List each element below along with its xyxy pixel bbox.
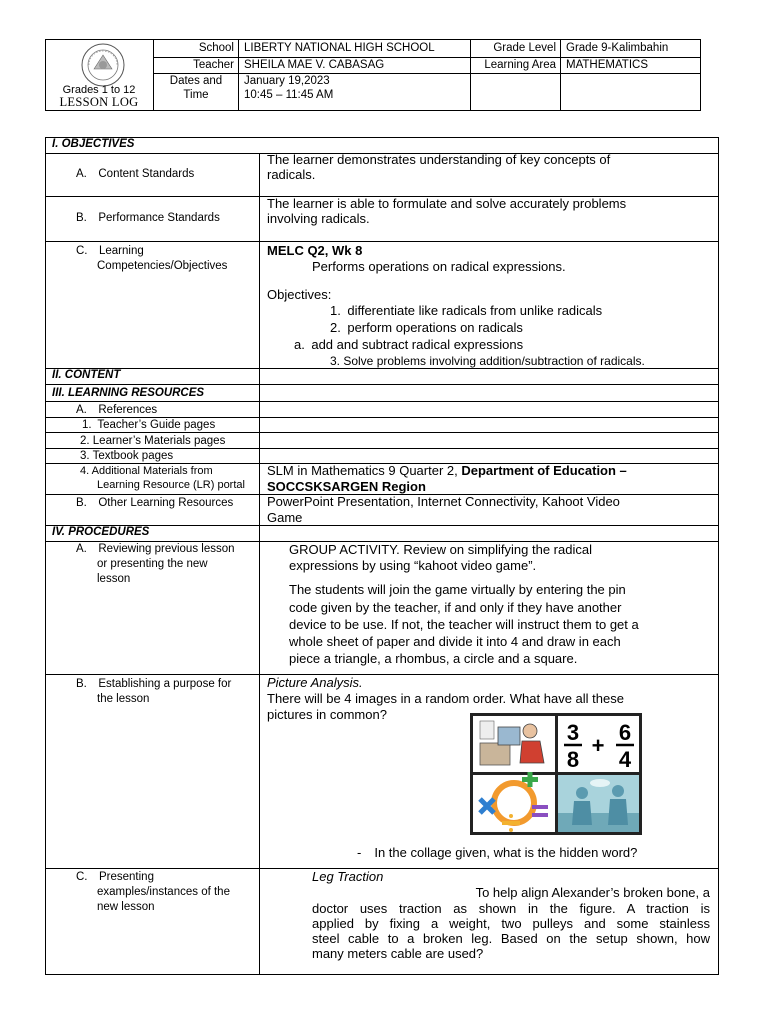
- proc-c-line-3: applied by fixing a weight, two pulleys and some stainless: [312, 916, 710, 931]
- school-label: School: [198, 42, 234, 54]
- content-title: II. CONTENT: [52, 369, 121, 381]
- teacher-label: Teacher: [193, 59, 234, 71]
- learning-area-value: MATHEMATICS: [566, 59, 648, 71]
- performance-standards-line-2: involving radicals.: [267, 211, 370, 226]
- other-resources-label: B. Other Learning Resources: [76, 497, 234, 509]
- procedures-title: IV. PROCEDURES: [52, 526, 150, 538]
- proc-a-line-1: GROUP ACTIVITY. Review on simplifying the radical: [289, 542, 592, 557]
- school-value: LIBERTY NATIONAL HIGH SCHOOL: [244, 42, 435, 54]
- proc-c-line-2: doctor uses traction as shown in the figure. A traction is: [312, 901, 710, 916]
- dates-label-2: Time: [183, 89, 209, 101]
- performance-standards-line-1: The learner is able to formulate and solve accurately problems: [267, 196, 627, 211]
- hidden-word-question: - In the collage given, what is the hidden word?: [357, 845, 638, 860]
- objective-2: 2. perform operations on radicals: [330, 320, 523, 335]
- objective-1: 1. differentiate like radicals from unlike radicals: [330, 303, 603, 318]
- proc-a-line-5: device to be use. If not, the teacher will instruct them to get a: [289, 617, 639, 632]
- leg-traction-title: Leg Traction: [312, 869, 384, 884]
- content-standards-line-1: The learner demonstrates understanding of key concepts of: [267, 152, 611, 167]
- teachers-guide-label: 1. Teacher’s Guide pages: [82, 419, 216, 431]
- slm-text: SLM in Mathematics 9 Quarter 2,: [267, 463, 458, 478]
- references-label: A. References: [76, 404, 158, 416]
- math-symbols-image: [473, 772, 555, 832]
- proc-a-line-3: The students will join the game virtually by entering the pin: [289, 582, 626, 597]
- fraction-plus-sign: +: [591, 733, 605, 758]
- proc-a-line-6: whole sheet of paper and divide it into 4 and draw in each: [289, 634, 621, 649]
- deped-seal-icon: [81, 43, 125, 87]
- proc-c-line-5: many meters cable are used?: [312, 946, 484, 961]
- picture-analysis-title: Picture Analysis.: [267, 675, 363, 690]
- picture-collage: [470, 713, 642, 835]
- content-standards-line-2: radicals.: [267, 167, 316, 182]
- slm-region: SOCCSKSARGEN Region: [267, 479, 426, 494]
- learners-materials-label: 2. Learner’s Materials pages: [80, 435, 226, 447]
- objective-3: 3. Solve problems involving addition/subtraction of radicals.: [330, 354, 645, 368]
- fraction-2-denominator: 4: [618, 747, 632, 772]
- objectives-title: I. OBJECTIVES: [52, 138, 135, 150]
- proc-b-label-1: B. Establishing a purpose for: [76, 678, 232, 690]
- content-standards-label: A. Content Standards: [76, 168, 195, 180]
- proc-c-line-4: steel cable to a broken leg. Based on the setup shown, how: [312, 931, 710, 946]
- learning-area-label: Learning Area: [484, 59, 556, 71]
- proc-b-line-2: pictures in common?: [267, 707, 387, 722]
- objective-2a: a. add and subtract radical expressions: [294, 337, 524, 352]
- competencies-label-2: Competencies/Objectives: [97, 260, 228, 272]
- competencies-label-1: C. Learning: [76, 245, 144, 257]
- fraction-2-numerator: 6: [618, 720, 632, 745]
- resources-title: III. LEARNING RESOURCES: [52, 387, 205, 399]
- proc-a-line-4: code given by the teacher, if and only if they have another: [289, 600, 622, 615]
- slm-bold: Department of Education –: [461, 463, 627, 478]
- proc-a-line-7: piece a triangle, a rhombus, a circle and a square.: [289, 651, 578, 666]
- other-resources-line-1: PowerPoint Presentation, Internet Connectivity, Kahoot Video: [267, 494, 620, 509]
- proc-b-label-2: the lesson: [97, 693, 150, 705]
- textbook-pages-label: 3. Textbook pages: [80, 450, 174, 462]
- proc-c-line-1: To help align Alexander’s broken bone, a: [475, 885, 710, 900]
- proc-a-label-2: or presenting the new: [97, 558, 208, 570]
- melc-description: Performs operations on radical expressions.: [312, 259, 566, 274]
- teacher-value: SHEILA MAE V. CABASAG: [244, 59, 385, 71]
- proc-a-label-1: A. Reviewing previous lesson: [76, 543, 235, 555]
- proc-a-label-3: lesson: [97, 573, 131, 585]
- date-value: January 19,2023: [244, 75, 330, 87]
- grades-caption: Grades 1 to 12: [62, 84, 136, 96]
- proc-c-label-3: new lesson: [97, 901, 155, 913]
- proc-c-label-2: examples/instances of the: [97, 886, 230, 898]
- performance-standards-label: B. Performance Standards: [76, 212, 220, 224]
- additional-materials-label-1: 4. Additional Materials from: [80, 465, 213, 477]
- dates-label-1: Dates and: [169, 75, 223, 87]
- objectives-heading: Objectives:: [267, 287, 332, 302]
- lesson-log-title: LESSON LOG: [59, 95, 139, 109]
- office-clipart-image: [473, 716, 555, 772]
- fraction-1-numerator: 3: [566, 720, 580, 745]
- grade-level-label: Grade Level: [493, 42, 556, 54]
- proc-c-label-1: C. Presenting: [76, 871, 154, 883]
- grade-level-value: Grade 9-Kalimbahin: [566, 42, 669, 54]
- slm-line-1: [267, 463, 627, 479]
- melc-title: MELC Q2, Wk 8: [267, 243, 363, 258]
- proc-a-line-2: expressions by using “kahoot video game”.: [289, 558, 537, 573]
- surgery-photo-image: [558, 775, 639, 832]
- additional-materials-label-2: Learning Resource (LR) portal: [97, 479, 245, 491]
- fraction-1-denominator: 8: [566, 747, 580, 772]
- other-resources-line-2: Game: [267, 510, 303, 525]
- proc-b-line-1: There will be 4 images in a random order. What have all these: [267, 691, 624, 706]
- time-value: 10:45 – 11:45 AM: [244, 89, 334, 101]
